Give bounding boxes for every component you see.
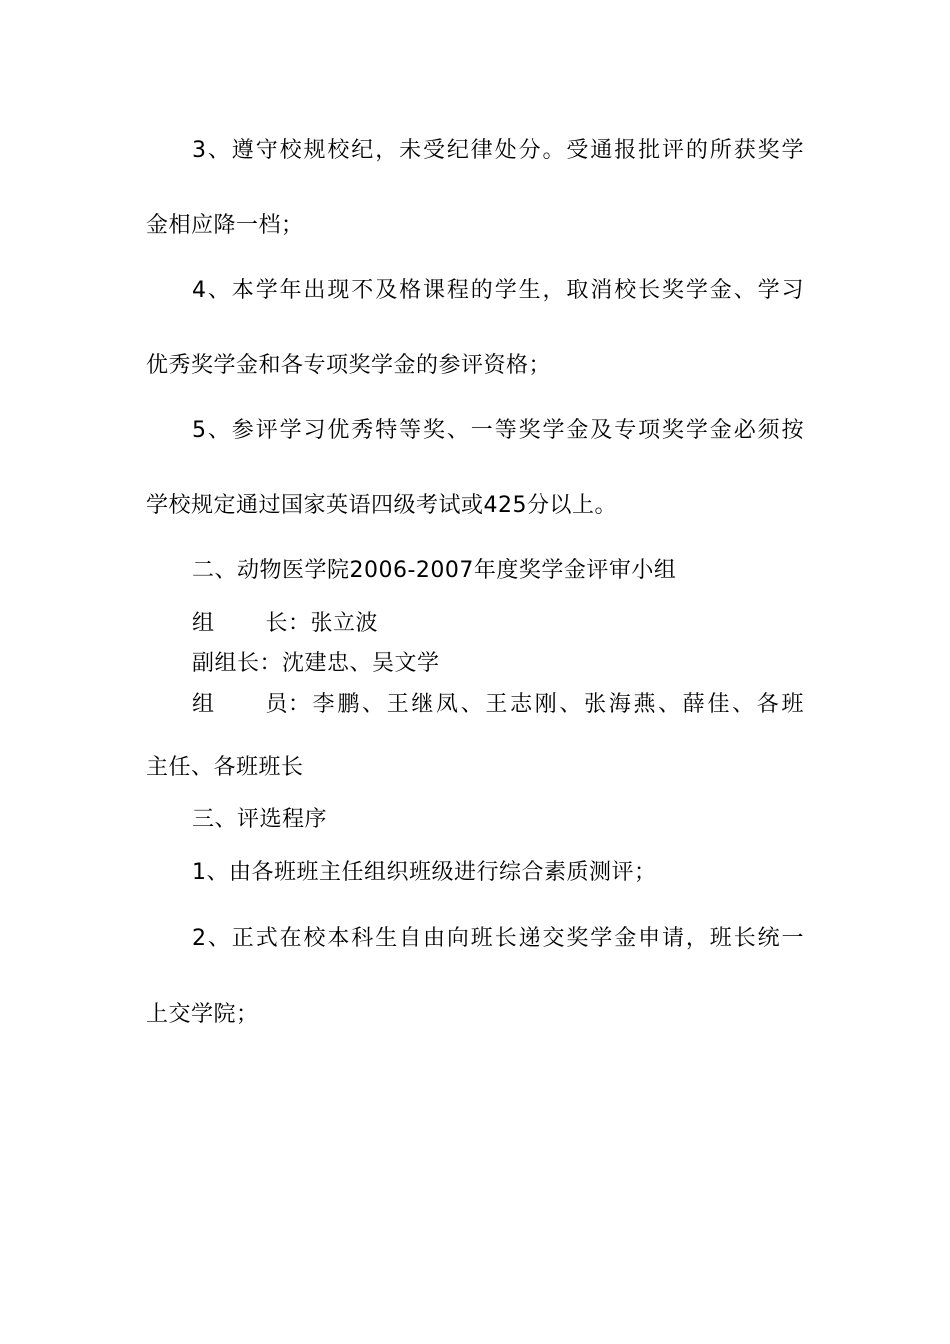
procedure-step-1: 1、由各班班主任组织班级进行综合素质测评； <box>192 860 657 885</box>
committee-deputy-role: 副组长 <box>192 651 260 676</box>
committee-leader-role: 组 长 <box>192 611 288 636</box>
procedure-step-2-line-1: 2、正式在校本科生自由向班长递交奖学金申请，班长统一 <box>192 926 804 951</box>
committee-leader-line <box>192 609 378 639</box>
committee-member-role: 组 员 <box>192 692 288 717</box>
paragraph-rule-5-line-2: 学校规定通过国家英语四级考试或425分以上。 <box>146 493 617 518</box>
committee-member-names: ：李鹏、王继凤、王志刚、张海燕、薛佳、各班 <box>288 692 804 717</box>
paragraph-rule-5-line-1: 5、参评学习优秀特等奖、一等奖学金及专项奖学金必须按 <box>192 418 804 443</box>
section-heading-procedure: 三、评选程序 <box>192 807 328 832</box>
procedure-step-2-line-2: 上交学院； <box>146 1002 259 1027</box>
committee-deputy-names: ：沈建忠、吴文学 <box>259 651 440 676</box>
committee-leader-names: ：张立波 <box>288 611 379 636</box>
committee-deputy-line <box>192 649 440 679</box>
paragraph-rule-4-line-2: 优秀奖学金和各专项奖学金的参评资格； <box>146 353 552 378</box>
paragraph-rule-3-line-1: 3、遵守校规校纪，未受纪律处分。受通报批评的所获奖学 <box>192 138 804 163</box>
paragraph-rule-3-line-2: 金相应降一档； <box>146 213 304 238</box>
section-heading-committee: 二、动物医学院2006-2007年度奖学金评审小组 <box>192 558 677 583</box>
paragraph-rule-4-line-1: 4、本学年出现不及格课程的学生，取消校长奖学金、学习 <box>192 278 804 303</box>
committee-member-line <box>192 690 804 720</box>
committee-member-line-2: 主任、各班班长 <box>146 755 304 780</box>
